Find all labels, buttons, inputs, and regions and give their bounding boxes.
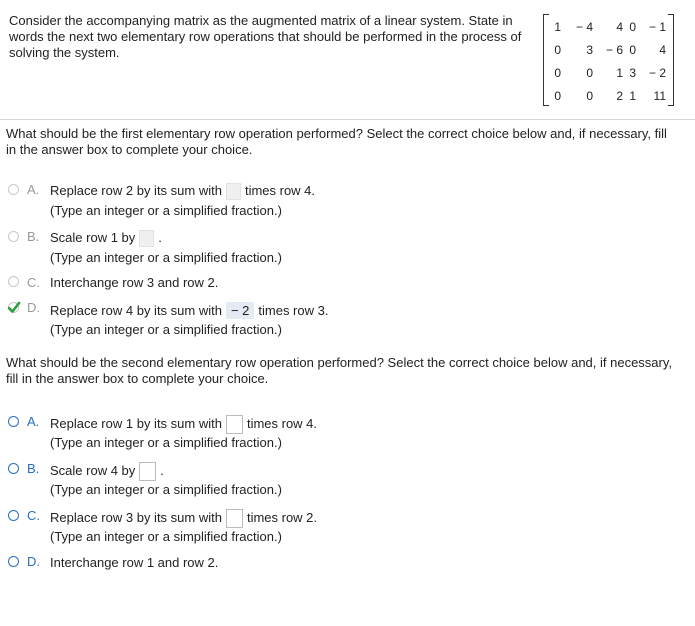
choice-hint: (Type an integer or a simplified fraction.) bbox=[50, 250, 282, 265]
matrix-right-bracket bbox=[668, 14, 674, 106]
choice-text: Replace row 2 by its sum with bbox=[50, 183, 222, 198]
matrix-cell: 0 bbox=[586, 89, 593, 103]
choice-text: times row 4. bbox=[246, 415, 318, 431]
choice-text: . bbox=[158, 230, 162, 245]
matrix-cell: 1 bbox=[554, 20, 561, 34]
section-divider bbox=[0, 119, 695, 120]
matrix-cell: 1 bbox=[616, 66, 623, 80]
matrix-cell: 2 bbox=[616, 89, 623, 103]
matrix-cell: 0 bbox=[629, 43, 636, 57]
choice-text: Replace row 3 by its sum with bbox=[50, 509, 222, 525]
choice-text: . bbox=[160, 462, 164, 478]
q1-radio-c[interactable] bbox=[8, 276, 19, 287]
choice-text: Replace row 1 by its sum with bbox=[50, 415, 222, 431]
question-2-text: What should be the second elementary row operation performed? Select the correct choice below and, if necessary, fill in the answer box to complete your choice. bbox=[6, 355, 673, 386]
q2-radio-b[interactable] bbox=[8, 463, 19, 474]
matrix-cell: 0 bbox=[554, 89, 561, 103]
q2-radio-c[interactable] bbox=[8, 510, 19, 521]
matrix-cell: 4 bbox=[616, 20, 623, 34]
choice-text: Replace row 4 by its sum with bbox=[50, 303, 222, 318]
submitted-answer: − 2 bbox=[226, 302, 254, 319]
matrix-cell: − 2 bbox=[648, 66, 666, 80]
q2-radio-a[interactable] bbox=[8, 416, 19, 427]
answer-box[interactable] bbox=[139, 462, 156, 481]
choice-line bbox=[50, 415, 317, 434]
choice-hint: (Type an integer or a simplified fraction.) bbox=[50, 482, 282, 497]
choice-letter: B. bbox=[27, 229, 40, 244]
choice-letter: D. bbox=[27, 554, 40, 569]
matrix-cell: 4 bbox=[659, 43, 666, 57]
choice-text: Interchange row 3 and row 2. bbox=[50, 275, 219, 290]
choice-text: times row 2. bbox=[246, 509, 318, 525]
choice-hint: (Type an integer or a simplified fraction.) bbox=[50, 203, 282, 218]
matrix-cell: − 6 bbox=[605, 43, 623, 57]
choice-text: times row 4. bbox=[244, 183, 316, 198]
choice-text: times row 3. bbox=[258, 303, 329, 318]
answer-box-disabled bbox=[139, 230, 154, 247]
matrix-cell: 0 bbox=[586, 66, 593, 80]
choice-text: Interchange row 1 and row 2. bbox=[50, 555, 219, 570]
choice-line bbox=[50, 509, 317, 528]
choice-line bbox=[50, 183, 315, 200]
choice-text: Scale row 1 by bbox=[50, 230, 136, 245]
choice-line bbox=[50, 302, 328, 319]
matrix-cell: 0 bbox=[554, 43, 561, 57]
matrix-cell: 0 bbox=[629, 20, 636, 34]
choice-letter: C. bbox=[27, 275, 40, 290]
answer-box[interactable] bbox=[226, 509, 243, 528]
choice-hint: (Type an integer or a simplified fraction.) bbox=[50, 435, 282, 450]
answer-box[interactable] bbox=[226, 415, 243, 434]
matrix-cell: 1 bbox=[629, 89, 636, 103]
matrix-cell: 3 bbox=[586, 43, 593, 57]
problem-prompt: Consider the accompanying matrix as the augmented matrix of a linear system. State in words the next two elementary row operations that should be performed in the process of solving the system. bbox=[9, 13, 522, 60]
choice-letter: A. bbox=[27, 414, 40, 429]
choice-hint: (Type an integer or a simplified fraction.) bbox=[50, 322, 282, 337]
choice-letter: B. bbox=[27, 461, 40, 476]
choice-line bbox=[50, 462, 164, 481]
checkmark-icon bbox=[7, 301, 21, 315]
matrix-cell: − 1 bbox=[648, 20, 666, 34]
q1-radio-b[interactable] bbox=[8, 231, 19, 242]
choice-hint: (Type an integer or a simplified fraction.) bbox=[50, 529, 282, 544]
choice-line bbox=[50, 230, 162, 247]
matrix-cell: 11 bbox=[653, 89, 666, 103]
choice-text: Scale row 4 by bbox=[50, 462, 136, 478]
matrix-cell: 0 bbox=[554, 66, 561, 80]
q1-radio-a[interactable] bbox=[8, 184, 19, 195]
question-1-text: What should be the first elementary row operation performed? Select the correct choice below and, if necessary, fill in the answer box to complete your choice. bbox=[6, 126, 667, 157]
q2-radio-d[interactable] bbox=[8, 556, 19, 567]
choice-letter: D. bbox=[27, 300, 40, 315]
matrix-cell: − 4 bbox=[575, 20, 593, 34]
choice-letter: C. bbox=[27, 508, 40, 523]
answer-box-disabled bbox=[226, 183, 241, 200]
choice-letter: A. bbox=[27, 182, 40, 197]
matrix-cell: 3 bbox=[629, 66, 636, 80]
augmented-matrix bbox=[543, 12, 674, 107]
